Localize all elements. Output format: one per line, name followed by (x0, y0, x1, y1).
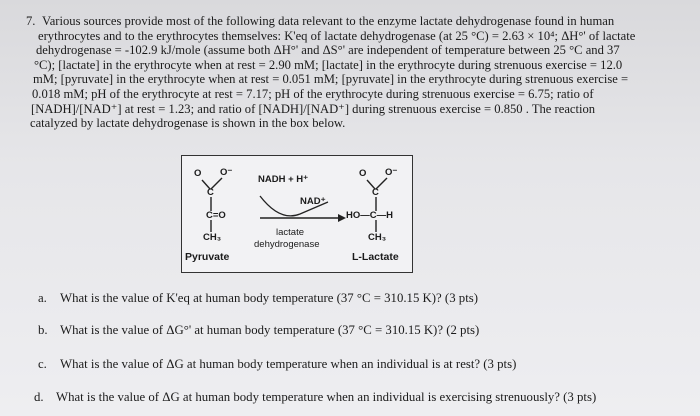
paragraph-line: mM; [pyruvate] in the erythrocyte when at rest = 0.051 mM; [pyruvate] in the erythrocyte during strenuous exercise = (33, 72, 629, 87)
atom-label: O (359, 168, 367, 179)
question-a (38, 291, 478, 306)
question-text: What is the value of K'eq at human body temperature (37 °C = 310.15 K)? (3 pts) (60, 291, 478, 305)
paragraph-line: catalyzed by lactate dehydrogenase is shown in the box below. (30, 116, 346, 131)
reaction-box (181, 155, 413, 273)
question-b (38, 323, 479, 338)
enzyme-label: lactate (276, 227, 304, 238)
atom-label: CH₃ (203, 232, 222, 243)
atom-label: C (372, 187, 379, 198)
question-text: What is the value of ΔG at human body temperature when an individual is exercising strenuously? (3 pts) (56, 390, 597, 404)
enzyme-label: dehydrogenase (254, 239, 320, 250)
atom-label: O⁻ (385, 167, 398, 178)
lactate-label: L-Lactate (352, 251, 399, 263)
question-text: What is the value of ΔG at human body temperature when an individual is at rest? (3 pts) (60, 357, 517, 371)
atom-label: C (207, 187, 214, 198)
arrow-head (338, 214, 346, 222)
problem-statement (26, 14, 680, 131)
atom-label: O (194, 168, 202, 179)
question-c (38, 357, 516, 372)
paragraph-line: [NADH]/[NAD⁺] at rest = 1.23; and ratio of [NADH]/[NAD⁺] during strenuous exercise = 0.850 . The reaction (31, 101, 596, 116)
atom-label: CH₃ (368, 232, 387, 243)
question-text: What is the value of ΔG°' at human body temperature (37 °C = 310.15 K)? (2 pts) (60, 323, 480, 337)
pyruvate-label: Pyruvate (185, 251, 230, 263)
atom-label: HO—C—H (346, 210, 393, 221)
paragraph-line: Various sources provide most of the following data relevant to the enzyme lactate dehydrogenase found in human (42, 14, 615, 28)
paragraph-line: 0.018 mM; pH of the erythrocyte at rest = 7.17; pH of the erythrocyte during strenuous exercise = 6.75; ratio of (32, 86, 594, 101)
paragraph-line: °C); [lactate] in the erythrocyte when at rest = 2.90 mM; [lactate] in the erythrocyte during strenuous exercise = 12.0 (34, 57, 623, 72)
question-letter: b. (38, 323, 48, 337)
nadh-label: NADH + H⁺ (258, 174, 309, 185)
atom-label: O⁻ (220, 167, 233, 178)
question-letter: d. (34, 390, 44, 404)
question-d (34, 390, 596, 405)
atom-label: C=O (206, 210, 226, 221)
paragraph-line: erythrocytes and to the erythrocytes themselves: K'eq of lactate dehydrogenase (at 25 °C) = 2.63 × 10⁴; ΔH°' of lactate (38, 28, 636, 43)
question-letter: a. (38, 291, 47, 305)
paragraph-line: dehydrogenase = -102.9 kJ/mole (assume both ΔH°' and ΔS°' are independent of temperature between 25 °C and 37 (36, 43, 620, 58)
nad-label: NAD⁺ (300, 196, 326, 207)
question-letter: c. (38, 357, 47, 371)
question-number: 7. (26, 14, 36, 28)
